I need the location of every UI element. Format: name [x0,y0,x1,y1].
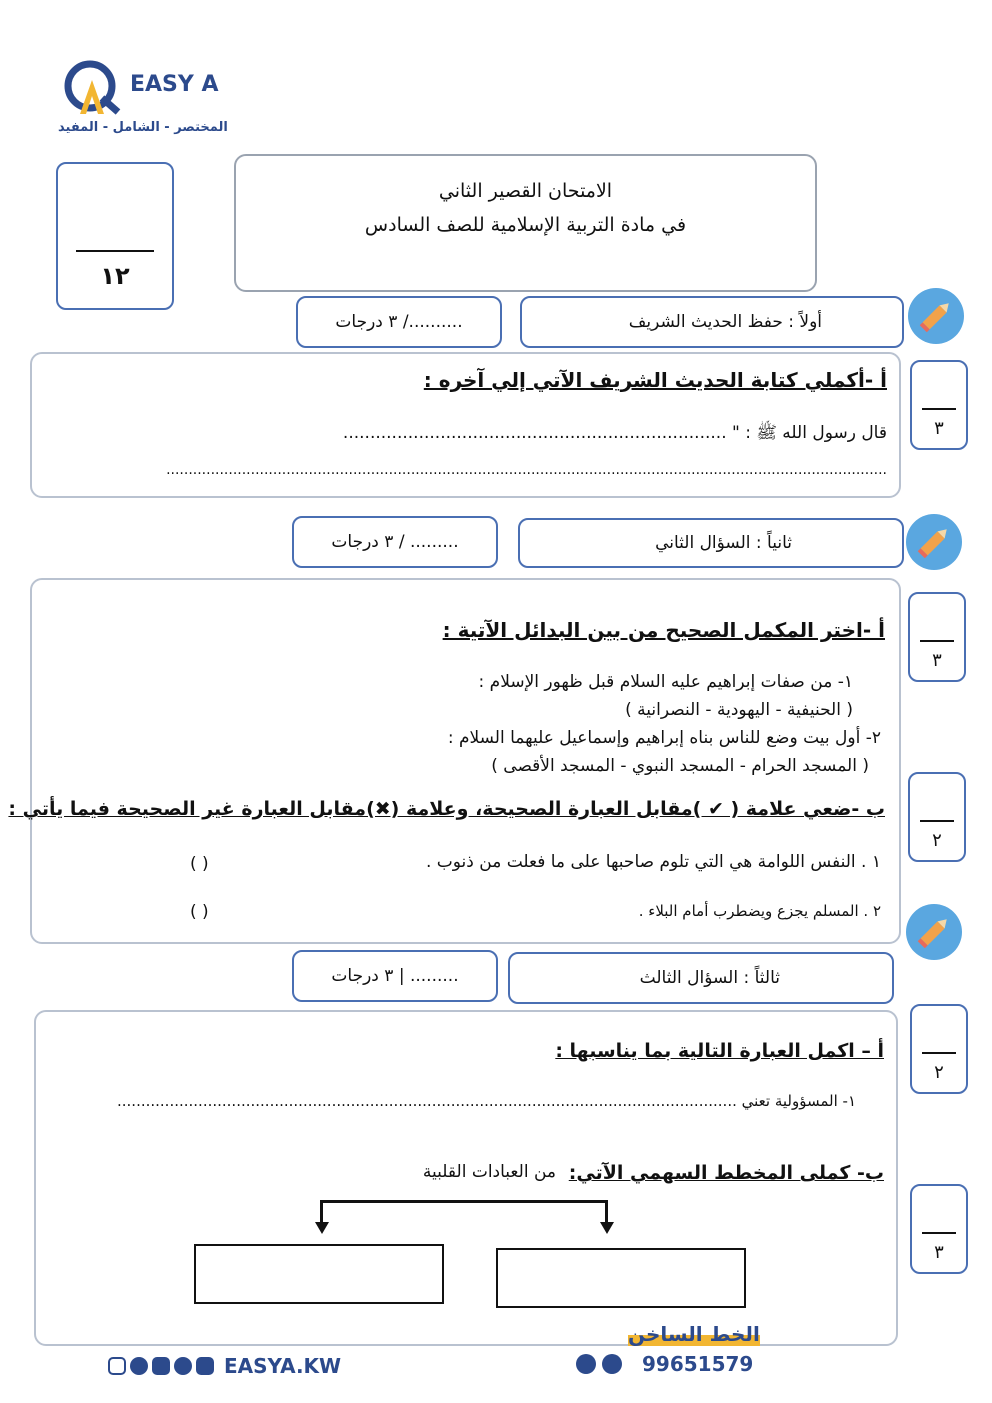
exam-subtitle: في مادة التربية الإسلامية للصف السادس [364,214,687,236]
brand-name: EASY A [130,72,219,97]
exam-title-box [234,154,817,292]
s3-a1: ١- المسؤولية تعني .................................................................................................................................. [117,1092,856,1110]
youtube-icon [130,1357,148,1375]
section2-title-box [518,518,904,568]
s2-q2: ٢- أول بيت وضع للناس بناه إبراهيم وإسماعيل عليهما السلام : [447,728,881,748]
section3-score-box [292,950,498,1002]
s2-mark-box-a: ٣ [908,592,966,682]
exam-title: الامتحان القصير الثاني [438,180,613,202]
instagram-icon [108,1357,126,1375]
section3-body [34,1010,898,1346]
s1-line1: قال رسول الله ﷺ : " ....................................................................... [342,423,887,443]
section3-title: ثالثاً : السؤال الثالث [639,968,780,988]
logo-mark-icon [58,56,128,118]
section2-body [8,578,901,944]
s1-line2: .................................................................................................................................................................. [166,462,887,478]
section2-score: ......... / ٣ درجات [331,532,459,552]
s2-tf1-brackets: ( ) [190,854,209,874]
s2-question-a: أ -اختر المكمل الصحيح من بين البدائل الآتية : [442,618,885,642]
telegram-icon [196,1357,214,1375]
diagram-connector-h [320,1200,608,1203]
snapchat-icon [174,1357,192,1375]
s1-question-a: أ -أكملي كتابة الحديث الشريف الآتي إلي آخره : [423,368,887,392]
arrow-down-icon [600,1222,614,1234]
diagram-answer-box-right[interactable] [496,1248,746,1308]
arrow-down-icon [315,1222,329,1234]
hotline-label: الخط الساخن [628,1322,760,1346]
s2-question-b: ب -ضعي علامة ( ✔ )مقابل العبارة الصحيحة، وعلامة (✖)مقابل العبارة غير الصحيحة فيما يأتي : [8,798,885,820]
s3-question-b: ب- كملى المخطط السهمي الآتي: [568,1162,884,1184]
section1-score: ........../ ٣ درجات [335,312,463,332]
s2-q2-options: ( المسجد الحرام - المسجد النبوي - المسجد الأقصى ) [491,756,869,776]
s3-mark-box-b: ٣ [910,1184,968,1274]
diagram-connector-left [320,1200,323,1224]
s2-q1: ١- من صفات إبراهيم عليه السلام قبل ظهور الإسلام : [478,672,853,692]
pencil-icon [906,904,962,960]
s1-mark-box: ٣ [910,360,968,450]
s2-tf2-brackets: ( ) [190,902,209,922]
section1-score-box [296,296,502,348]
social-contact [108,1354,341,1378]
diagram-root: من العبادات القلبية [422,1162,556,1182]
phone-contact [576,1352,753,1376]
s3-question-a: أ – اكمل العبارة التالية بما يناسبها : [555,1040,884,1062]
section1-title-box [520,296,904,348]
section2-score-box [292,516,498,568]
whatsapp-icon [576,1354,596,1374]
diagram-answer-box-left[interactable] [194,1244,444,1304]
section1-title: أولاً : حفظ الحديث الشريف [628,312,822,332]
phone-number: 99651579 [642,1352,754,1376]
s3-mark-box-a: ٢ [910,1004,968,1094]
s2-mark-box-b: ٢ [908,772,966,862]
total-score-box [56,162,174,310]
section1-body [30,352,901,498]
total-score: ١٢ [100,262,130,290]
brand-logo [58,56,228,146]
pencil-icon [906,514,962,570]
pencil-icon [908,288,964,344]
total-score-line [76,250,154,252]
s2-q1-options: ( الحنيفية - اليهودية - النصرانية ) [625,700,853,720]
social-handle: EASYA.KW [224,1354,342,1378]
phone-icon [602,1354,622,1374]
diagram-connector-right [605,1200,608,1224]
s2-tf1: ١ . النفس اللوامة هي التي تلوم صاحبها على ما فعلت من ذنوب . [425,852,881,872]
s2-tf2: ٢ . المسلم يجزع ويضطرب أمام البلاء . [638,902,881,920]
section2-title: ثانياً : السؤال الثاني [655,533,792,553]
section3-title-box [508,952,894,1004]
brand-tagline: المختصر - الشامل - المفيد [58,120,228,135]
tiktok-icon [152,1357,170,1375]
section3-score: ......... | ٣ درجات [331,966,459,986]
